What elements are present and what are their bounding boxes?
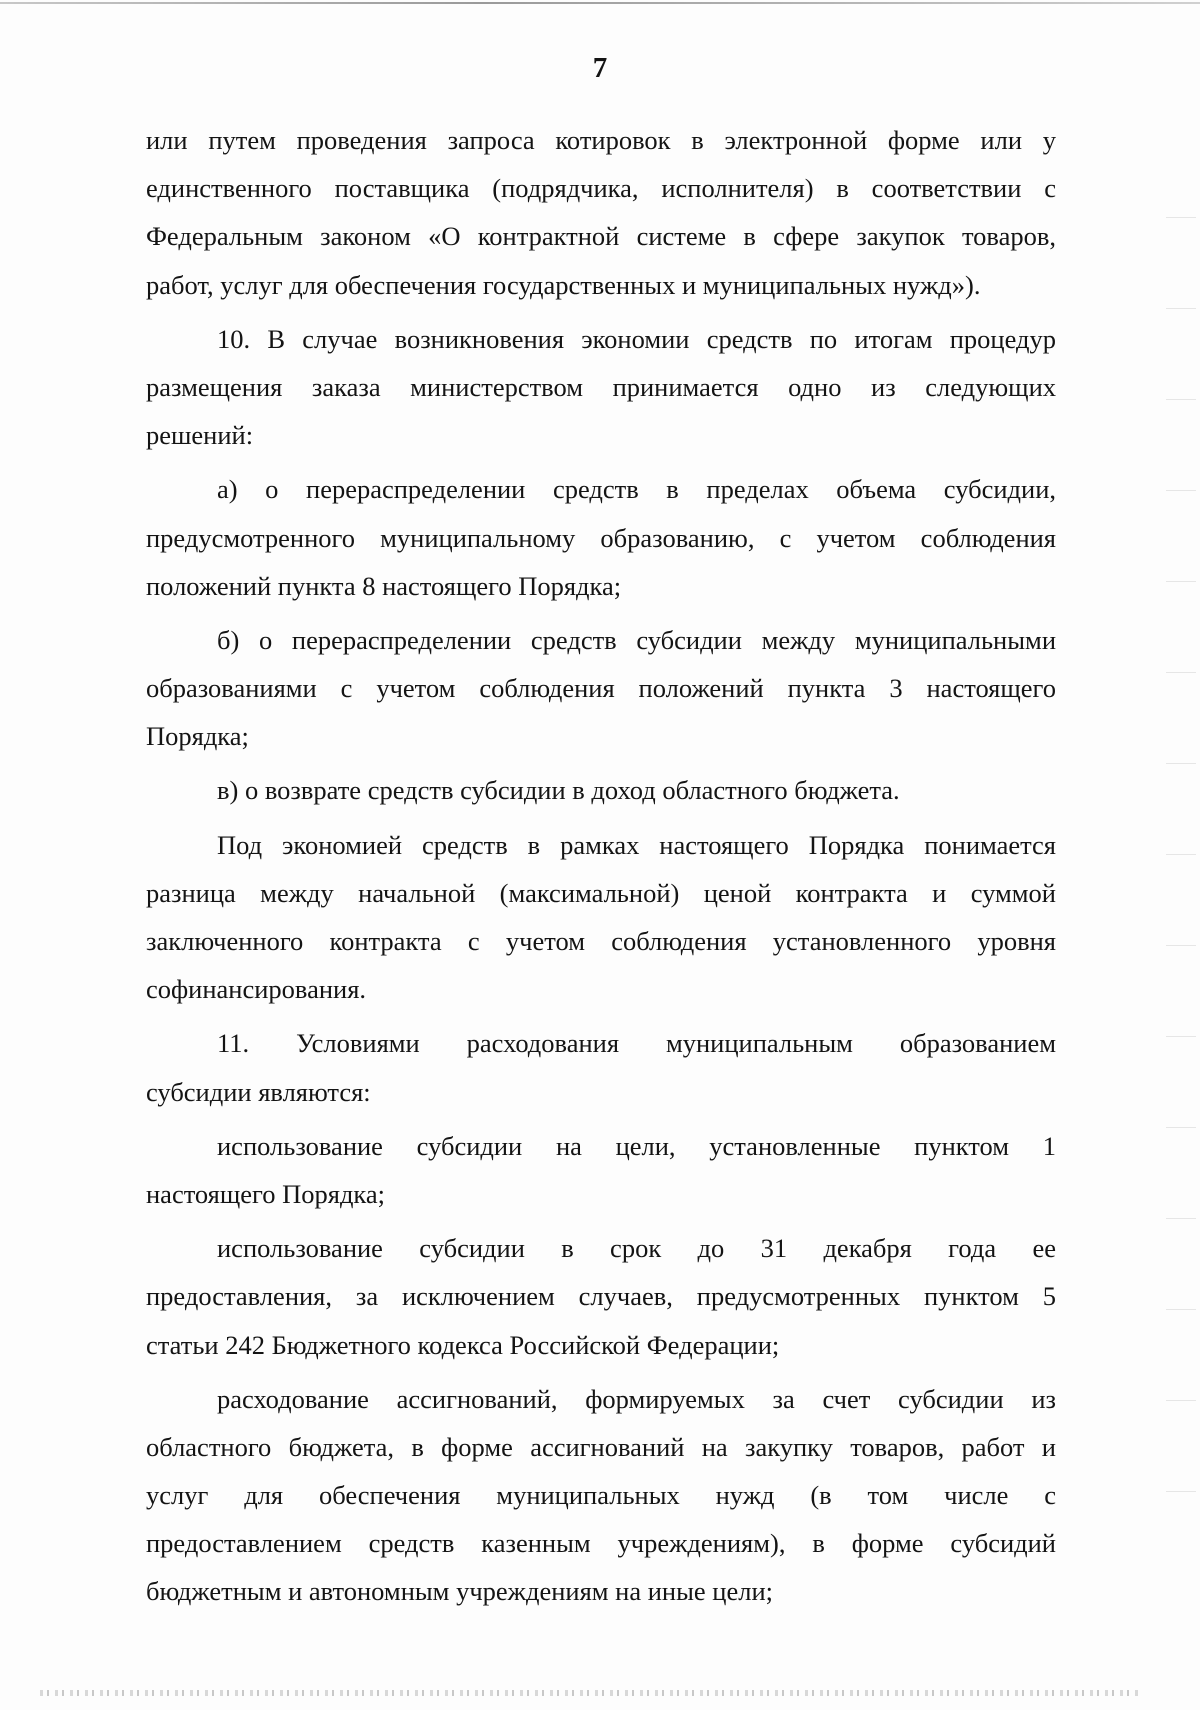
text-line: бюджетным и автономным учреждениям на иные цели; bbox=[146, 1576, 774, 1607]
text-line: единственного поставщика (подрядчика, исполнителя) в соответствии с bbox=[146, 173, 1056, 204]
text-line: предусмотренного муниципальному образованию, с учетом соблюдения bbox=[146, 522, 1056, 553]
text-line: или путем проведения запроса котировок в электронной форме или у bbox=[146, 125, 1056, 155]
text-line: разница между начальной (максимальной) ценой контракта и суммой bbox=[146, 877, 1056, 908]
text-line: статьи 242 Бюджетного кодекса Российской Федерации; bbox=[146, 1329, 780, 1360]
text-line: заключенного контракта с учетом соблюдения установленного уровня bbox=[146, 926, 1056, 956]
text-line: использование субсидии в срок до 31 декабря года ее bbox=[217, 1233, 1056, 1264]
text-line: 10. В случае возникновения экономии средств по итогам процедур bbox=[217, 323, 1056, 354]
text-line: областного бюджета, в форме ассигнований на закупку товаров, работ и bbox=[146, 1431, 1056, 1462]
text-line: положений пункта 8 настоящего Порядка; bbox=[146, 570, 622, 601]
text-line: 11. Условиями расходования муниципальным образованием bbox=[217, 1028, 1056, 1059]
text-line: Порядка; bbox=[146, 721, 249, 752]
text-line: софинансирования. bbox=[146, 974, 367, 1005]
text-line: субсидии являются: bbox=[146, 1076, 371, 1107]
text-line: образованиями с учетом соблюдения положений пункта 3 настоящего bbox=[146, 673, 1056, 704]
text-line: а) о перераспределении средств в пределах объема субсидии, bbox=[217, 474, 1056, 505]
scan-top-edge bbox=[0, 2, 1200, 4]
text-line: размещения заказа министерством принимается одно из следующих bbox=[146, 371, 1056, 402]
text-line: расходование ассигнований, формируемых за счет субсидии из bbox=[217, 1383, 1056, 1414]
text-line: в) о возврате средств субсидии в доход областного бюджета. bbox=[217, 775, 900, 806]
scan-noise bbox=[1166, 180, 1196, 1580]
text-line: Федеральным законом «О контрактной системе в сфере закупок товаров, bbox=[146, 221, 1056, 252]
text-line: решений: bbox=[146, 420, 254, 451]
text-line: настоящего Порядка; bbox=[146, 1178, 386, 1209]
text-line: б) о перераспределении средств субсидии между муниципальными bbox=[217, 624, 1056, 655]
scan-bottom-edge bbox=[40, 1690, 1140, 1696]
text-line: использование субсидии на цели, установленные пунктом 1 bbox=[217, 1130, 1056, 1161]
text-line: Под экономией средств в рамках настоящего Порядка понимается bbox=[217, 829, 1056, 860]
text-line: предоставления, за исключением случаев, предусмотренных пунктом 5 bbox=[146, 1281, 1056, 1312]
text-line: предоставлением средств казенным учреждениям), в форме субсидий bbox=[146, 1528, 1056, 1559]
text-line: работ, услуг для обеспечения государственных и муниципальных нужд»). bbox=[146, 269, 981, 300]
page-number: 7 bbox=[592, 52, 608, 84]
document-body bbox=[146, 116, 1056, 1616]
text-line: услуг для обеспечения муниципальных нужд (в том числе с bbox=[146, 1480, 1056, 1511]
